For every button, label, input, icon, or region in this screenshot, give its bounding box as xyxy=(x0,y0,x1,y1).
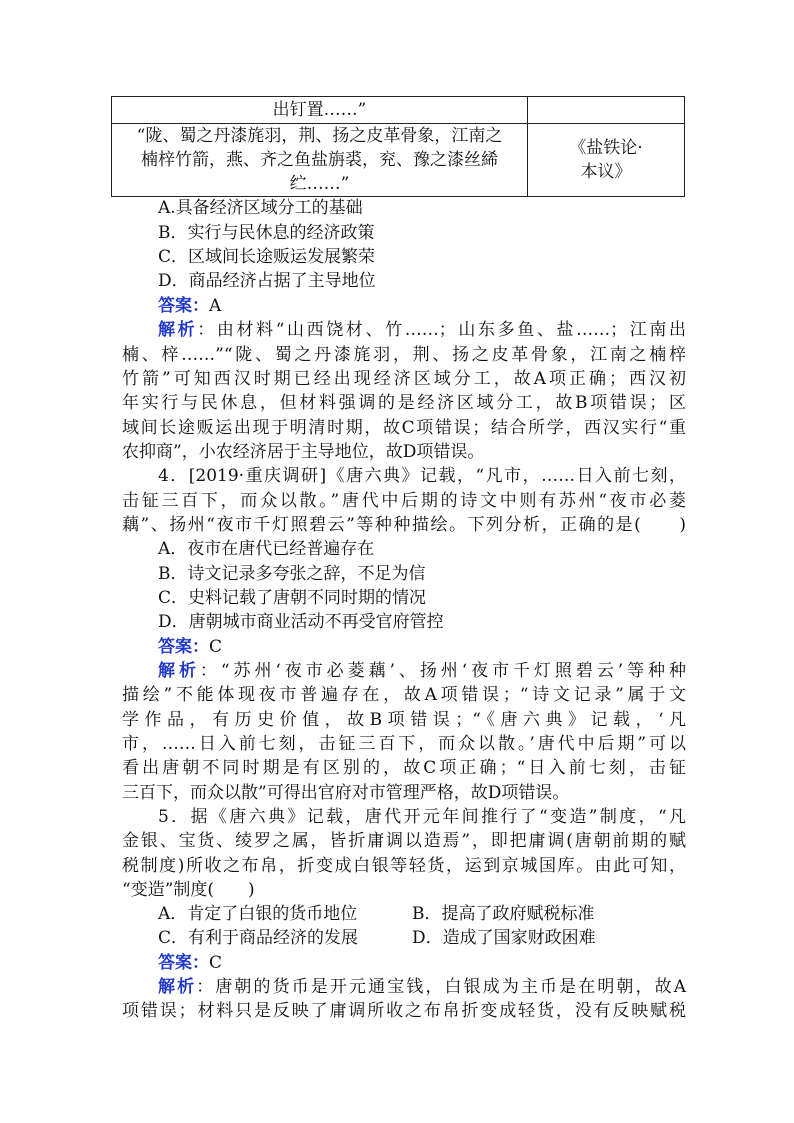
question-stem: 税制度)所收之布帛，折变成白银等轻货，运到京城国库。由此可知， xyxy=(122,856,686,876)
analysis-line: 年实行与民休息，但材料强调的是经济区域分工，故B项错误；区 xyxy=(122,393,686,413)
analysis-line: 农抑商”，小农经济居于主导地位，故D项错误。 xyxy=(122,442,485,462)
analysis-line xyxy=(158,659,686,683)
table-cell-source xyxy=(528,124,685,197)
source-line: 《盐铁论· xyxy=(569,138,643,158)
analysis-label: 解析 xyxy=(158,320,198,340)
answer-label: 答案： xyxy=(158,637,209,657)
table-cell-quote xyxy=(112,124,528,197)
quote-line: “陇、蜀之丹漆旄羽，荆、扬之皮革骨象，江南之 xyxy=(136,126,503,146)
analysis-text: ：由材料“山西饶材、竹……；山东多鱼、盐……；江南出 xyxy=(197,320,686,340)
analysis-line: 描绘”不能体现夜市普遍存在，故A项错误；“诗文记录”属于文 xyxy=(122,685,686,705)
option-d: D．商品经济占据了主导地位 xyxy=(158,271,376,291)
option-d: D．造成了国家财政困难 xyxy=(412,928,596,948)
quote-line: 纻……” xyxy=(289,174,350,194)
option-a: A．夜市在唐代已经普遍存在 xyxy=(158,539,375,559)
option-d: D．唐朝城市商业活动不再受官府管控 xyxy=(158,612,444,632)
option-c: C．史料记载了唐朝不同时期的情况 xyxy=(158,588,427,608)
option-c: C．区域间长途贩运发展繁荣 xyxy=(158,247,376,267)
analysis-line: 域间长途贩运出现于明清时期，故C项错误；结合所学，西汉实行“重 xyxy=(122,418,686,438)
analysis-line: 楠、梓……”“陇、蜀之丹漆旄羽，荆、扬之皮革骨象，江南之楠梓 xyxy=(122,345,686,365)
quote-line: 楠梓竹箭，燕、齐之鱼盐旃裘，兖、豫之漆丝絺 xyxy=(141,150,498,170)
question-stem: “变造”制度( ) xyxy=(122,880,255,900)
analysis-text: ：“苏州‘夜市必菱藕’、扬州‘夜市千灯照碧云’等种种 xyxy=(199,661,686,681)
table-cell-source xyxy=(528,97,685,124)
table-row xyxy=(112,97,685,124)
source-table xyxy=(111,96,685,197)
analysis-line: 竹箭”可知西汉时期已经出现经济区域分工，故A项正确；西汉初 xyxy=(122,369,686,389)
answer-line xyxy=(158,294,221,318)
analysis-text: ：唐朝的货币是开元通宝钱，白银成为主币是在明朝，故A xyxy=(196,977,686,997)
answer-label: 答案： xyxy=(158,296,209,316)
answer-value: A xyxy=(209,296,222,316)
answer-line xyxy=(158,635,222,659)
source-line: 本议》 xyxy=(580,162,632,182)
analysis-label: 解析 xyxy=(158,977,197,997)
option-c: C．有利于商品经济的发展 xyxy=(158,928,359,948)
question-stem: 金银、宝货、绫罗之属，皆折庸调以造焉”，即把庸调(唐朝前期的赋 xyxy=(122,831,686,851)
analysis-line: 项错误；材料只是反映了庸调所收之布帛折变成轻货，没有反映赋税 xyxy=(122,1001,686,1021)
analysis-line: 看出唐朝不同时期是有区别的，故C项正确；“日入前七刻，击钲 xyxy=(122,758,686,778)
question-stem: 击钲三百下，而众以散。”唐代中后期的诗文中则有苏州“夜市必菱 xyxy=(122,491,686,511)
analysis-line xyxy=(158,975,686,999)
question-stem: 5．据《唐六典》记载，唐代开元年间推行了“变造”制度，“凡 xyxy=(158,807,686,827)
answer-value: C xyxy=(209,637,223,657)
answer-line xyxy=(158,951,222,975)
analysis-line: 学作品，有历史价值，故B项错误；“《唐六典》记载，‘凡 xyxy=(122,710,686,730)
answer-label: 答案： xyxy=(158,953,209,973)
option-b: B．诗文记录多夸张之辞，不足为信 xyxy=(158,564,426,584)
answer-value: C xyxy=(209,953,223,973)
analysis-line xyxy=(158,318,686,342)
analysis-line: 市，……日入前七刻，击钲三百下，而众以散。’唐代中后期”可以 xyxy=(122,734,686,754)
question-stem: 4．[2019·重庆调研]《唐六典》记载，“凡市，……日入前七刻， xyxy=(158,466,686,486)
option-a: A.具备经济区域分工的基础 xyxy=(158,198,363,218)
option-b: B．提高了政府赋税标准 xyxy=(412,904,595,924)
analysis-label: 解析 xyxy=(158,661,200,681)
analysis-line: 三百下，而众以散”可得出官府对市管理严格，故D项错误。 xyxy=(122,783,570,803)
option-a: A．肯定了白银的货币地位 xyxy=(158,904,358,924)
question-stem: 藕”、扬州“夜市千灯照碧云”等种种描绘。下列分析，正确的是( ) xyxy=(122,515,686,535)
option-b: B．实行与民休息的经济政策 xyxy=(158,223,375,243)
table-row xyxy=(112,124,685,197)
table-cell-quote: 出钉置……” xyxy=(112,97,528,124)
